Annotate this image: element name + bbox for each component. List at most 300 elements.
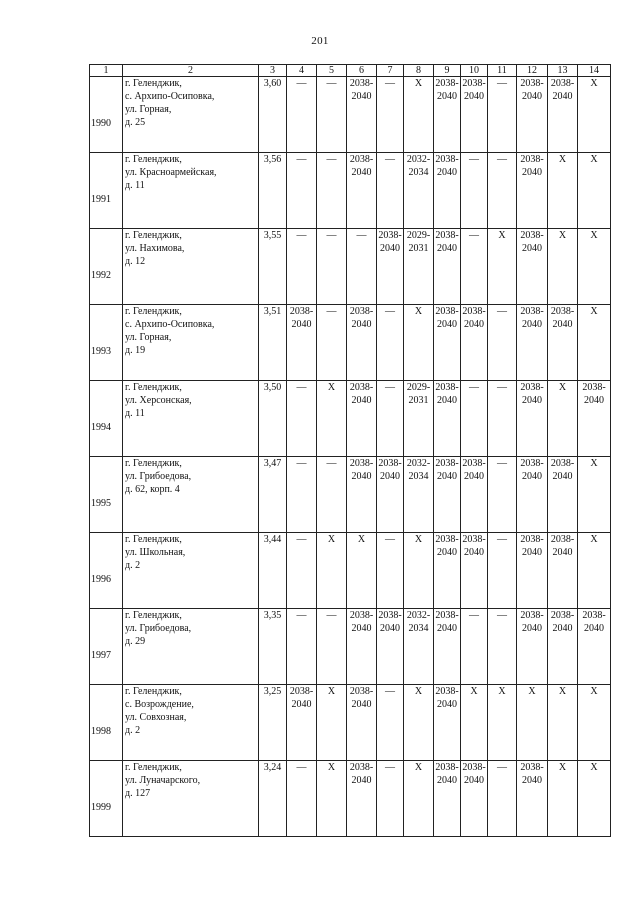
value-text: — [296,382,307,393]
row-number: 1990 [91,118,111,129]
value-text: 2038- [520,762,544,773]
value-text: 2038- [349,306,374,317]
value-cell-col-4 [287,533,317,609]
value-cell-col-11 [488,77,517,153]
value-text: X [590,458,598,469]
address-line: г. Геленджик, [125,762,182,773]
address-line: г. Геленджик, [125,78,182,89]
value-cell-col-13 [548,153,578,229]
value-text: 2032- [406,154,431,165]
value-cell-col-13 [548,305,578,381]
coefficient-cell: 3,24 [259,761,287,837]
value-text: 2038- [520,534,544,545]
value-text: 2038- [435,78,459,89]
value-text: X [470,686,478,697]
value-text: 2040 [291,319,312,330]
value-text: 2038- [550,78,575,89]
value-text: 2038- [462,534,486,545]
value-text: X [590,78,598,89]
value-cell-col-9 [434,761,461,837]
value-text: — [296,610,307,621]
value-text: 2040 [522,775,542,786]
value-text: X [498,230,506,241]
address-cell [123,533,259,609]
value-text: 2038- [435,686,459,697]
coefficient-cell: 3,35 [259,609,287,685]
address-line: ул. Херсонская, [125,395,192,406]
value-cell-col-12 [517,533,548,609]
value-cell-col-10 [461,761,488,837]
row-number: 1992 [91,270,111,281]
value-cell-col-12 [517,153,548,229]
value-cell-col-9 [434,533,461,609]
value-cell-col-9 [434,229,461,305]
value-text: 2040 [351,623,372,634]
value-text: 2029- [406,382,431,393]
value-cell-col-11 [488,457,517,533]
value-cell-col-13 [548,609,578,685]
value-text: — [385,382,395,393]
address-line: ул. Горная, [125,332,172,343]
value-cell-col-13 [548,761,578,837]
value-cell-col-9 [434,609,461,685]
value-text: 2038- [462,306,486,317]
address-line: д. 2 [125,725,141,736]
value-text: X [414,686,423,697]
header-row [90,65,611,77]
table-body [90,77,611,837]
value-text: X [590,154,598,165]
value-text: X [327,686,336,697]
value-cell-col-9 [434,153,461,229]
coefficient-cell: 3,25 [259,685,287,761]
value-cell-col-8 [404,305,434,381]
row-number-cell [90,229,123,305]
value-text: 2038- [520,458,544,469]
value-cell-col-14 [578,457,611,533]
value-cell-col-6 [347,457,377,533]
value-text: 2038- [550,610,575,621]
value-text: — [497,306,507,317]
value-text: — [497,762,507,773]
column-header-5: 5 [317,65,347,77]
value-text: 2038- [378,230,402,241]
value-cell-col-4 [287,381,317,457]
value-text: — [497,78,507,89]
value-text: X [558,154,567,165]
value-text: — [385,154,395,165]
address-cell [123,381,259,457]
value-text: 2032- [406,610,431,621]
value-text: X [414,762,423,773]
address-line: ул. Красноармейская, [125,167,217,178]
value-text: 2040 [351,167,372,178]
value-cell-col-5 [317,685,347,761]
value-cell-col-7 [377,685,404,761]
value-text: — [296,154,307,165]
value-cell-col-6 [347,229,377,305]
value-text: 2031 [408,243,429,254]
address-line: г. Геленджик, [125,534,182,545]
value-cell-col-8 [404,609,434,685]
value-cell-col-10 [461,533,488,609]
value-text: 2038- [520,306,544,317]
value-text: 2038- [435,762,459,773]
address-line: д. 12 [125,256,146,267]
row-number: 1994 [91,422,111,433]
value-text: 2040 [437,775,457,786]
table-row [90,609,611,685]
value-text: 2038- [550,306,575,317]
column-header-8: 8 [404,65,434,77]
value-cell-col-5 [317,77,347,153]
address-cell [123,609,259,685]
value-cell-col-8 [404,685,434,761]
value-cell-col-4 [287,457,317,533]
value-text: — [497,610,507,621]
value-cell-col-12 [517,457,548,533]
value-text: X [558,230,567,241]
row-number: 1991 [91,194,111,205]
value-cell-col-12 [517,77,548,153]
value-text: 2040 [584,623,604,634]
value-text: 2038- [435,610,459,621]
value-text: 2040 [351,91,372,102]
value-text: 2040 [522,319,542,330]
address-line: г. Геленджик, [125,458,182,469]
value-text: 2040 [437,167,457,178]
value-cell-col-10 [461,305,488,381]
value-text: 2038- [462,762,486,773]
value-cell-col-4 [287,229,317,305]
value-cell-col-10 [461,685,488,761]
address-line: ул. Совхозная, [125,712,187,723]
value-cell-col-10 [461,153,488,229]
value-cell-col-13 [548,77,578,153]
value-text: 2038- [550,534,575,545]
value-cell-col-5 [317,305,347,381]
value-cell-col-7 [377,761,404,837]
table-row [90,153,611,229]
value-cell-col-9 [434,685,461,761]
value-text: 2038- [520,154,544,165]
value-text: 2038- [462,458,486,469]
column-header-3: 3 [259,65,287,77]
value-cell-col-5 [317,381,347,457]
value-text: 2040 [351,699,372,710]
value-text: 2040 [464,775,484,786]
value-text: 2040 [291,699,312,710]
value-cell-col-6 [347,533,377,609]
value-cell-col-12 [517,229,548,305]
address-line: ул. Школьная, [125,547,186,558]
table-row [90,533,611,609]
value-cell-col-8 [404,533,434,609]
value-text: 2040 [437,623,457,634]
address-line: с. Архипо-Осиповка, [125,91,215,102]
address-line: г. Геленджик, [125,610,182,621]
value-text: 2040 [522,471,542,482]
value-cell-col-12 [517,381,548,457]
value-cell-col-10 [461,77,488,153]
value-cell-col-6 [347,77,377,153]
coefficient-cell: 3,50 [259,381,287,457]
value-cell-col-11 [488,305,517,381]
value-cell-col-9 [434,381,461,457]
value-text: X [590,306,598,317]
value-cell-col-11 [488,153,517,229]
value-cell-col-8 [404,77,434,153]
value-text: 2040 [522,243,542,254]
address-line: г. Геленджик, [125,382,182,393]
column-header-11: 11 [488,65,517,77]
value-text: X [327,382,336,393]
value-text: — [469,154,479,165]
row-number-cell [90,381,123,457]
row-number: 1997 [91,650,111,661]
table-row [90,685,611,761]
address-line: ул. Нахимова, [125,243,185,254]
column-header-13: 13 [548,65,578,77]
column-header-10: 10 [461,65,488,77]
table-row [90,305,611,381]
address-line: ул. Грибоедова, [125,623,192,634]
value-text: 2040 [552,471,573,482]
table-row [90,77,611,153]
coefficient-cell: 3,55 [259,229,287,305]
row-number-cell [90,685,123,761]
value-text: 2038- [349,154,374,165]
address-line: д. 62, корп. 4 [125,484,180,495]
value-text: — [296,534,307,545]
value-text: — [296,762,307,773]
value-text: X [327,534,336,545]
address-line: д. 29 [125,636,146,647]
value-text: 2040 [552,623,573,634]
column-header-1: 1 [90,65,123,77]
value-cell-col-8 [404,229,434,305]
value-text: 2040 [437,699,457,710]
value-text: 2040 [552,319,573,330]
value-cell-col-4 [287,609,317,685]
value-text: X [498,686,506,697]
value-cell-col-5 [317,761,347,837]
coefficient-cell: 3,51 [259,305,287,381]
value-cell-col-6 [347,153,377,229]
value-text: 2038- [462,78,486,89]
value-text: 2040 [464,91,484,102]
value-cell-col-5 [317,533,347,609]
value-text: 2038- [435,382,459,393]
value-text: 2040 [522,167,542,178]
value-cell-col-4 [287,761,317,837]
value-cell-col-13 [548,381,578,457]
value-cell-col-7 [377,457,404,533]
value-text: 2038- [349,382,374,393]
row-number: 1995 [91,498,111,509]
value-cell-col-6 [347,609,377,685]
row-number: 1998 [91,726,111,737]
column-header-6: 6 [347,65,377,77]
value-cell-col-8 [404,381,434,457]
address-line: д. 11 [125,180,145,191]
value-text: 2038- [349,458,374,469]
value-cell-col-5 [317,457,347,533]
address-line: с. Возрождение, [125,699,194,710]
value-cell-col-13 [548,533,578,609]
value-cell-col-5 [317,229,347,305]
value-text: 2040 [522,91,542,102]
value-cell-col-12 [517,761,548,837]
value-cell-col-12 [517,685,548,761]
value-text: 2040 [552,91,573,102]
value-text: 2040 [464,547,484,558]
value-text: 2038- [520,610,544,621]
value-text: 2040 [437,319,457,330]
value-cell-col-7 [377,229,404,305]
value-text: X [590,762,598,773]
value-cell-col-7 [377,153,404,229]
value-cell-col-7 [377,533,404,609]
value-cell-col-9 [434,77,461,153]
value-text: — [385,306,395,317]
value-text: 2038- [435,306,459,317]
value-text: 2040 [464,319,484,330]
value-text: 2038- [520,230,544,241]
value-cell-col-14 [578,77,611,153]
value-text: — [469,610,479,621]
value-cell-col-13 [548,457,578,533]
table-row [90,229,611,305]
value-text: — [469,382,479,393]
value-text: — [497,154,507,165]
value-text: 2038- [435,458,459,469]
value-text: 2038- [349,610,374,621]
value-cell-col-8 [404,457,434,533]
value-text: 2040 [380,243,400,254]
value-text: — [385,762,395,773]
address-line: д. 2 [125,560,141,571]
address-cell [123,761,259,837]
column-header-7: 7 [377,65,404,77]
value-text: 2040 [464,471,484,482]
address-cell [123,457,259,533]
value-text: 2032- [406,458,431,469]
value-text: 2038- [349,686,374,697]
value-text: 2038- [349,78,374,89]
value-text: — [356,230,367,241]
value-text: 2040 [380,471,400,482]
value-text: 2038- [349,762,374,773]
value-text: 2038- [435,154,459,165]
value-cell-col-6 [347,305,377,381]
value-cell-col-12 [517,609,548,685]
value-cell-col-14 [578,609,611,685]
value-cell-col-8 [404,761,434,837]
address-line: д. 11 [125,408,145,419]
value-text: 2040 [351,319,372,330]
value-text: 2040 [351,395,372,406]
value-text: X [558,686,567,697]
register-table [89,64,611,837]
value-cell-col-14 [578,229,611,305]
value-text: X [590,686,598,697]
column-header-9: 9 [434,65,461,77]
value-text: — [326,306,337,317]
table-row [90,381,611,457]
value-cell-col-14 [578,533,611,609]
value-text: — [296,78,307,89]
address-cell [123,685,259,761]
coefficient-cell: 3,44 [259,533,287,609]
value-text: 2038- [378,610,402,621]
value-text: — [326,610,337,621]
address-line: д. 127 [125,788,151,799]
column-header-2: 2 [123,65,259,77]
address-line: ул. Грибоедова, [125,471,192,482]
value-text: 2040 [351,775,372,786]
row-number: 1993 [91,346,111,357]
value-text: 2034 [408,471,429,482]
value-cell-col-5 [317,609,347,685]
value-text: 2040 [437,91,457,102]
value-text: 2038- [520,78,544,89]
value-text: — [326,458,337,469]
value-text: 2034 [408,623,429,634]
value-text: X [590,534,598,545]
table-row [90,761,611,837]
column-header-12: 12 [517,65,548,77]
value-text: — [326,154,337,165]
row-number-cell [90,305,123,381]
value-cell-col-11 [488,381,517,457]
row-number-cell [90,609,123,685]
address-line: г. Геленджик, [125,154,182,165]
value-text: 2038- [289,686,314,697]
value-text: X [558,762,567,773]
coefficient-cell: 3,56 [259,153,287,229]
row-number: 1996 [91,574,111,585]
value-text: — [497,534,507,545]
value-cell-col-8 [404,153,434,229]
value-cell-col-10 [461,229,488,305]
value-text: — [385,78,395,89]
value-text: 2038- [582,610,606,621]
column-header-14: 14 [578,65,611,77]
value-text: 2034 [408,167,429,178]
value-text: 2038- [520,382,544,393]
value-text: — [497,382,507,393]
value-cell-col-10 [461,609,488,685]
table-row [90,457,611,533]
value-cell-col-7 [377,305,404,381]
page-number: 201 [311,35,329,47]
address-line: г. Геленджик, [125,686,182,697]
value-text: — [296,458,307,469]
value-text: — [326,230,337,241]
value-cell-col-9 [434,457,461,533]
value-cell-col-7 [377,609,404,685]
value-text: — [469,230,479,241]
value-cell-col-11 [488,609,517,685]
value-cell-col-13 [548,685,578,761]
value-text: — [385,686,395,697]
row-number-cell [90,761,123,837]
value-text: X [357,534,366,545]
address-line: д. 25 [125,117,146,128]
value-text: 2040 [437,471,457,482]
value-cell-col-12 [517,305,548,381]
